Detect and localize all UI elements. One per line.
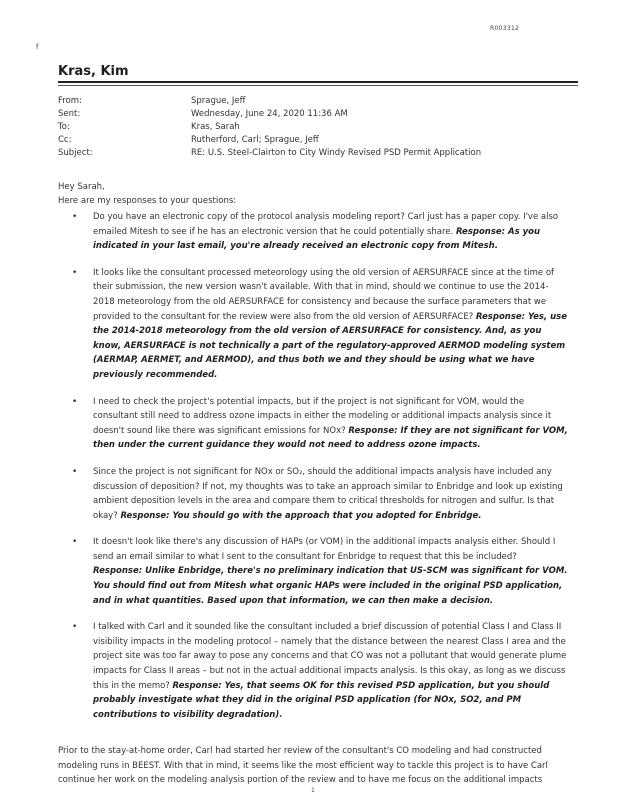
sender-name: Kras, Kim (58, 64, 129, 79)
greeting: Hey Sarah, (58, 182, 105, 192)
response-text: Response: Unlike Enbridge, there's no preliminary indication that US-SCM was significant for VOM. You should find out from Mitesh what organic HAPs were included in the original PSD application, and in what quantities. Based upon that information, we can then make a decision. (93, 566, 568, 606)
page-number: 1 (311, 787, 315, 794)
question-text: It doesn't look like there's any discussion of HAPs (or VOM) in the additional impacts analysis either. Should I send an email similar to what I sent to the consultant for Enbridge to request that this be included? (93, 537, 556, 562)
question-item (58, 620, 568, 722)
cc-value: Rutherford, Carl; Sprague, Jeff (191, 135, 319, 145)
question-item (58, 465, 568, 523)
question-text: I need to check the project's potential impacts, but if the project is not significant for VOM, would the consultant still need to address ozone impacts in either the modeling or additional impacts analysis since it doesn't sound like there was significant emissions for NOx? (93, 396, 552, 436)
to-value: Kras, Sarah (191, 122, 240, 132)
bates-number: R003312 (490, 25, 520, 32)
from-value: Sprague, Jeff (191, 96, 246, 106)
from-label: From: (58, 96, 82, 106)
bullet-icon: • (72, 267, 78, 278)
bullet-icon: • (72, 466, 78, 477)
response-text: Response: If they are not significant for VOM, then under the current guidance they would not need to address ozone impacts. (93, 425, 568, 451)
bullet-icon: • (72, 396, 78, 407)
response-text: Response: Yes, that seems OK for this revised PSD application, but you should probably investigate what they did in the original PSD application (for NOx, SO2, and PM contributions to visibility degradation). (93, 680, 550, 720)
cc-label: Cc: (58, 135, 72, 145)
bullet-icon: • (72, 212, 78, 222)
corner-mark: f (36, 43, 39, 51)
question-item (58, 395, 568, 453)
question-text: It looks like the consultant processed meteorology using the old version of AERSURFACE since at the time of their submission, the new version wasn't available. With that in mind, should we continue to use the 2014-2018 meteorology from the old AERSURFACE for consistency and because the surface parameters that we provided to the consultant for the review were also from the old version of AERSURFACE? (93, 267, 555, 322)
response-text: Response: As you indicated in your last email, you're already received an electronic copy from Mitesh. (93, 226, 541, 252)
sent-value: Wednesday, June 24, 2020 11:36 AM (191, 109, 348, 119)
bullet-icon: • (72, 622, 78, 633)
header-rule-thick (58, 81, 578, 83)
closing-paragraph: Prior to the stay-at-home order, Carl had started her review of the consultant's CO modeling and had constructed modeling runs in BEEST. With that in mind, it seems like the most efficient way to tackle this project is to have Carl continue her work on the modeling analysis portion of the review and to have me focus on the additional impacts (58, 746, 548, 786)
to-label: To: (58, 122, 70, 132)
bullet-icon: • (72, 537, 78, 548)
question-text: I talked with Carl and it sounded like the consultant included a brief discussion of potential Class I and Class II visibility impacts in the modeling protocol – namely that the distance between the nearest Class I area and the project site was too far away to pose any concerns and that CO was not a pollutant that would generate plume impacts for Class II areas – but not in the actual additional impacts analysis. Is this okay, as long as we discuss this in the memo? (93, 622, 567, 691)
subject-value: RE: U.S. Steel-Clairton to City Windy Revised PSD Permit Application (191, 148, 482, 158)
intro-line: Here are my responses to your questions: (58, 196, 237, 206)
question-item (58, 535, 568, 608)
question-item (58, 266, 568, 383)
response-text: Response: Yes, use the 2014-2018 meteorology from the old version of AERSURFACE for consistency. And, as you know, AERSURFACE is not technically a part of the regulatory-approved AERMOD modeling system (AERMAP, AERMET, and AERMOD), and thus both we and they should be using what we have previously recommended. (93, 311, 567, 380)
sent-label: Sent: (58, 109, 81, 119)
subject-label: Subject: (58, 148, 93, 158)
question-item (58, 210, 568, 254)
question-text: Since the project is not significant for NOx or SO₂, should the additional impacts analysis have included any discussion of deposition? If not, my thoughts was to take an approach similar to Enbridge and look up existing ambient deposition levels in the area and compare them to critical thresholds for nitrogen and sulfur. Is that okay? (93, 466, 563, 521)
header-rule-thin (58, 85, 578, 86)
question-text: Do you have an electronic copy of the protocol analysis modeling report? Carl just has a paper copy. I've also emailed Mitesh to see if he has an electronic version that he could potentially share. (93, 212, 559, 237)
response-text: Response: You should go with the approach that you adopted for Enbridge. (120, 510, 482, 521)
question-list (58, 210, 568, 734)
